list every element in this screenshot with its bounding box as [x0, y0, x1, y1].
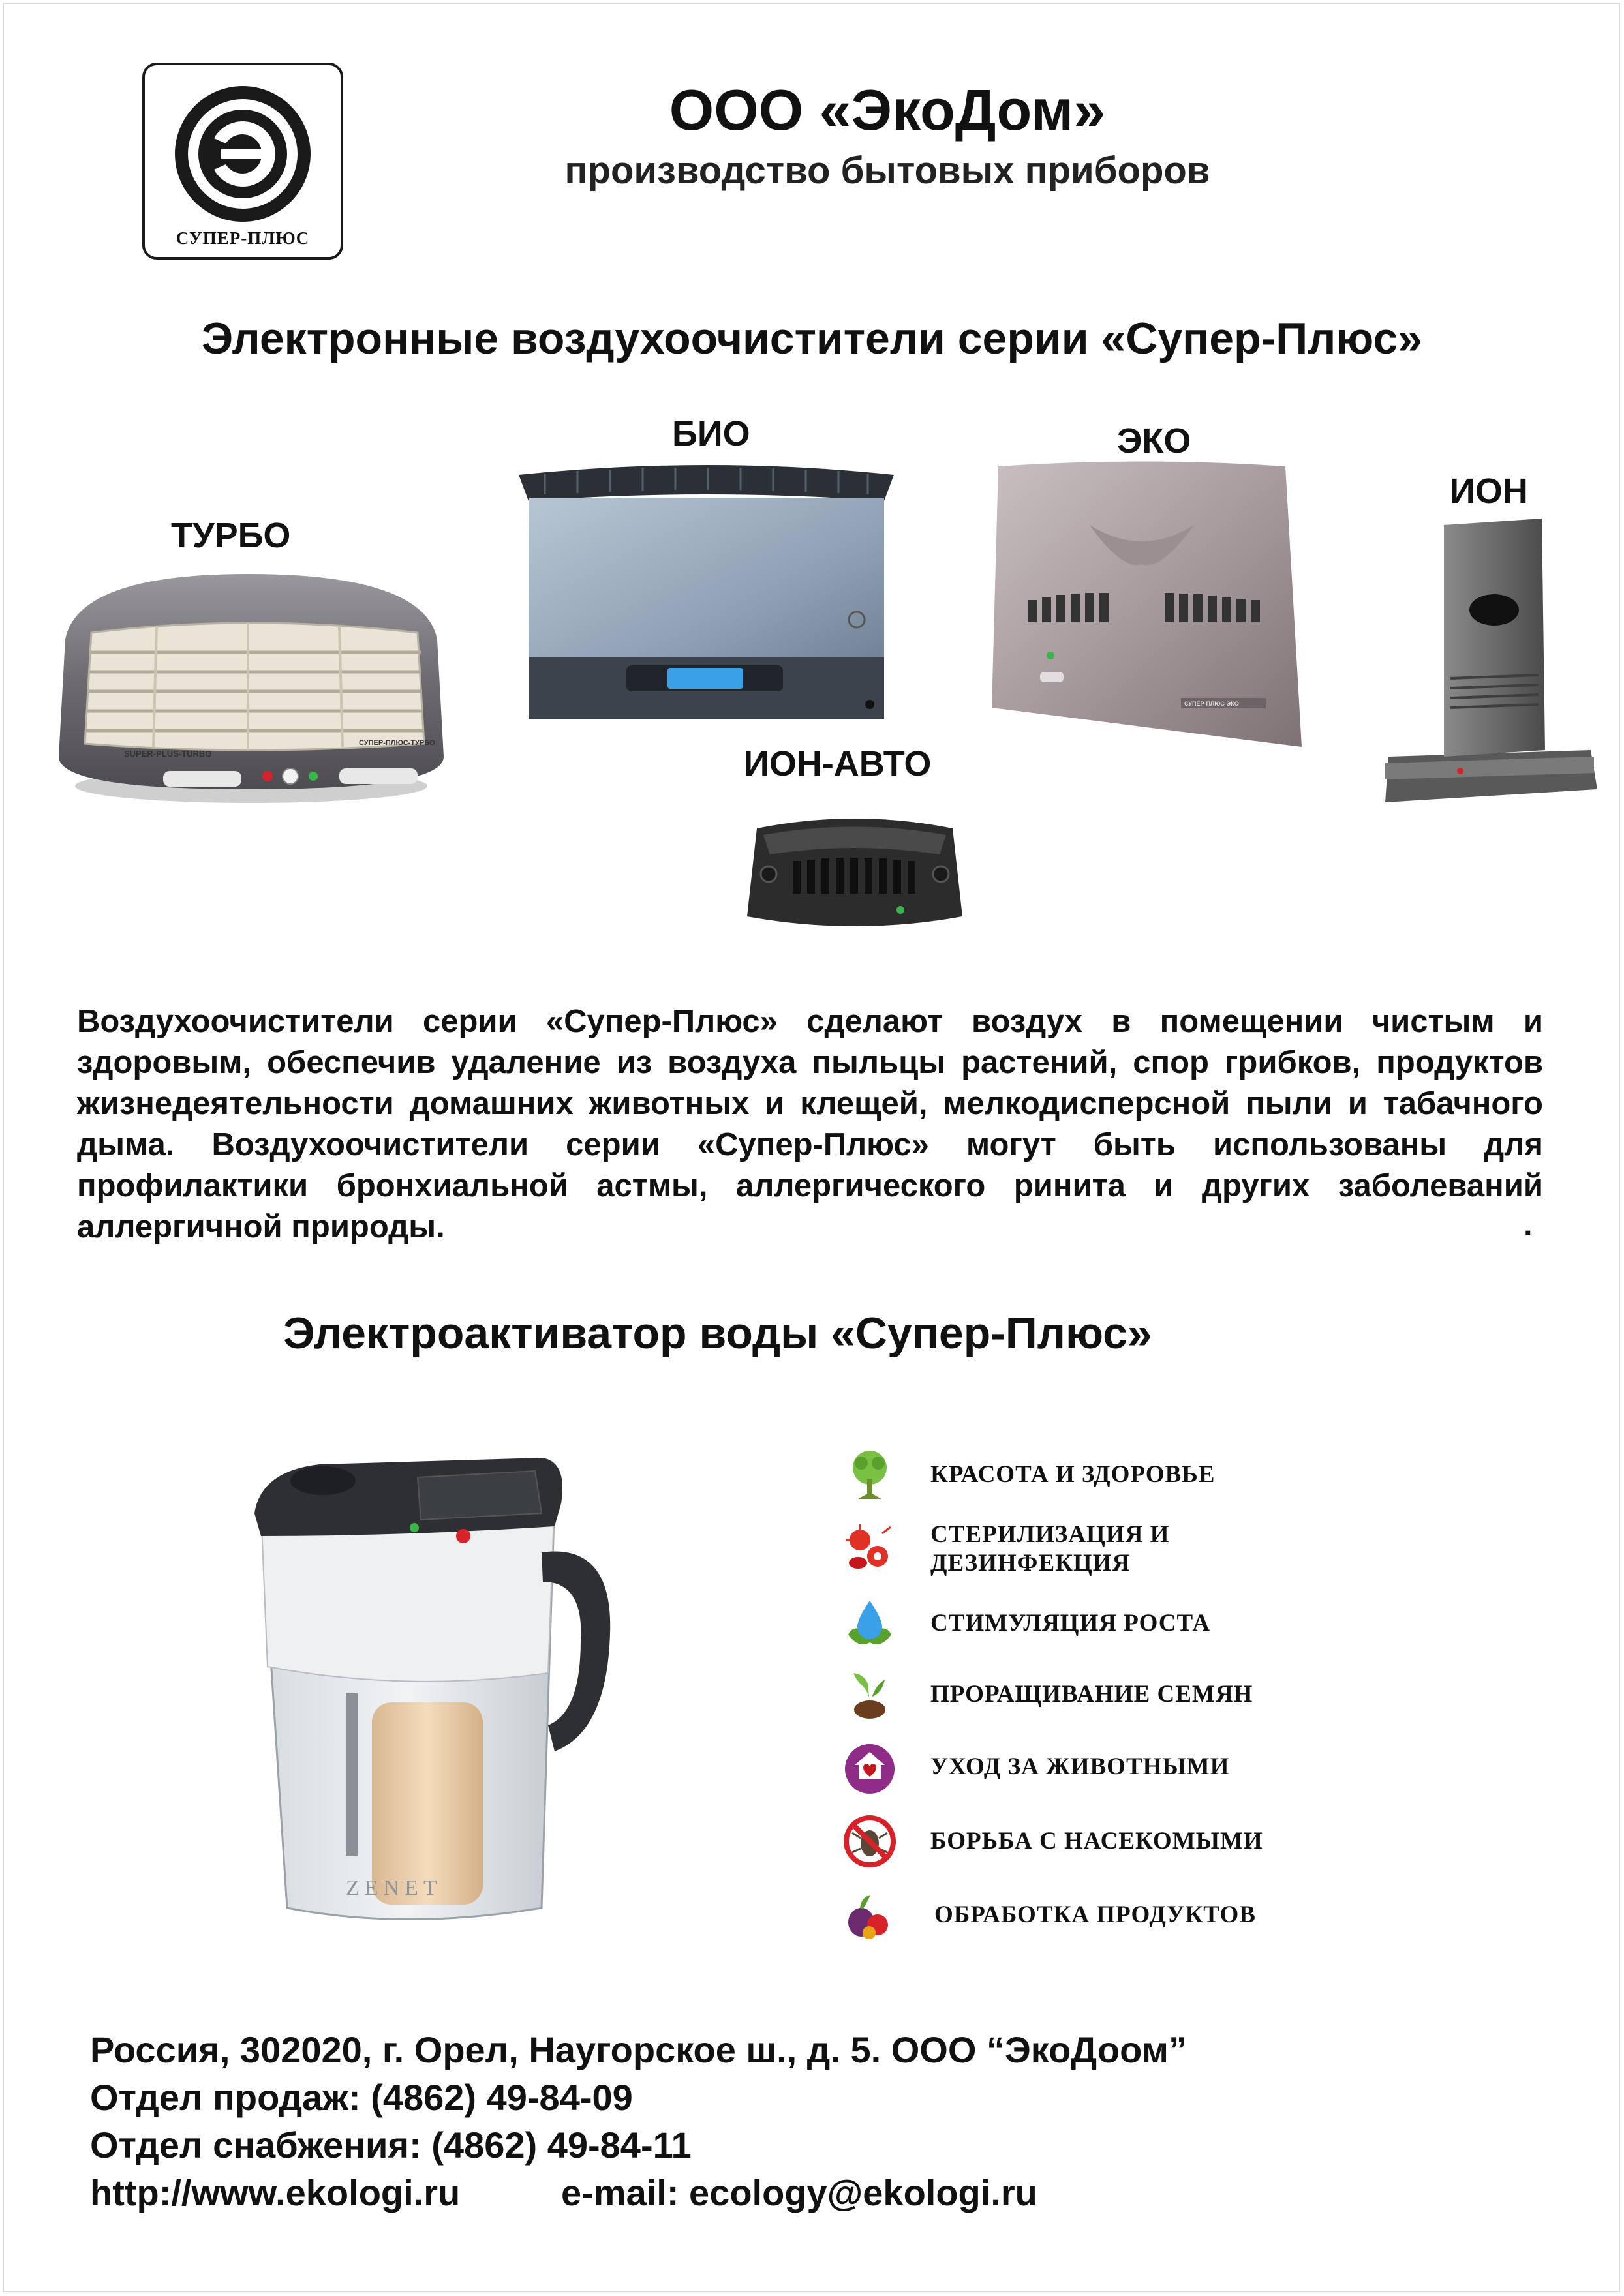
bio-purifier-image [519, 462, 894, 723]
bacteria-icon [842, 1520, 898, 1577]
pet-care-icon [842, 1739, 898, 1795]
logo-emblem-icon [168, 80, 317, 228]
description-trailing-dot: . [1524, 1207, 1533, 1243]
model-label-turbo: ТУРБО [171, 516, 291, 555]
fruits-vegetables-icon [842, 1887, 898, 1943]
feature-item [842, 1517, 1338, 1582]
water-activator-image [248, 1451, 626, 1934]
logo-text: СУПЕР-ПЛЮС [176, 228, 310, 248]
feature-label: КРАСОТА И ЗДОРОВЬЕ [930, 1461, 1216, 1488]
feature-item [842, 1739, 1338, 1795]
feature-item [842, 1667, 1338, 1723]
feature-item [842, 1595, 1338, 1652]
contact-address: Россия, 302020, г. Орел, Наугорское ш., д. 5. ООО “ЭкоДоом” [90, 2029, 1187, 2070]
company-name: ООО «ЭкоДом» [669, 78, 1106, 142]
sprouting-seed-icon [842, 1667, 898, 1723]
feature-label: УХОД ЗА ЖИВОТНЫМИ [930, 1753, 1230, 1780]
company-tagline: производство бытовых приборов [564, 149, 1210, 192]
contact-website[interactable]: http://www.ekologi.ru [90, 2172, 461, 2213]
model-label-eco: ЭКО [1117, 421, 1191, 461]
contact-sales-phone: Отдел продаж: (4862) 49-84-09 [90, 2077, 633, 2118]
feature-label: ПРОРАЩИВАНИЕ СЕМЯН [930, 1681, 1253, 1708]
model-label-bio: БИО [672, 414, 750, 453]
turbo-print-left: SUPER-PLUS-TURBO [124, 749, 212, 759]
feature-label: СТЕРИЛИЗАЦИЯ И ДЕЗИНФЕКЦИЯ [930, 1521, 1170, 1577]
no-insects-icon [842, 1813, 898, 1869]
turbo-purifier-image [52, 561, 450, 809]
feature-label: ОБРАБОТКА ПРОДУКТОВ [934, 1901, 1256, 1928]
feature-label: СТИМУЛЯЦИЯ РОСТА [930, 1610, 1211, 1637]
air-purifiers-heading: Электронные воздухоочистители серии «Супер-Плюс» [201, 314, 1423, 363]
water-drop-leaves-icon [842, 1595, 898, 1652]
company-logo [142, 63, 343, 260]
feature-item [842, 1447, 1338, 1503]
model-label-ion-auto: ИОН-АВТО [744, 744, 932, 783]
turbo-print-right: СУПЕР-ПЛЮС-ТУРБО [359, 739, 435, 747]
eco-print-plate: СУПЕР-ПЛЮС-ЭКО [1184, 701, 1239, 707]
jug-print: ZENET [346, 1876, 442, 1900]
ion-purifier-image [1382, 515, 1601, 809]
contact-email[interactable]: e-mail: ecology@ekologi.ru [561, 2172, 1037, 2213]
feature-item [842, 1813, 1338, 1869]
eco-purifier-image [979, 460, 1305, 753]
model-label-ion: ИОН [1450, 472, 1528, 511]
ion-auto-purifier-image [744, 802, 966, 946]
water-activator-heading: Электроактиватор воды «Супер-Плюс» [283, 1308, 1152, 1358]
feature-item [842, 1887, 1338, 1943]
tree-of-life-icon [842, 1447, 898, 1503]
contact-supply-phone: Отдел снабжения: (4862) 49-84-11 [90, 2124, 692, 2166]
feature-label: БОРЬБА С НАСЕКОМЫМИ [930, 1828, 1263, 1854]
air-purifiers-description: Воздухоочистители серии «Супер-Плюс» сделают воздух в помещении чистым и здоровым, обеспечив удаление из воздуха пыльцы растений, спор грибков, продуктов жизнедеятельности домашних животных и клещей, мелкодисперсной пыли и табачного дыма. Воздухоочистители серии «Супер-Плюс» могут быть использованы для профилактики бронхиальной астмы, аллергического ринита и других заболеваний аллергичной природы. [77, 1004, 1543, 1245]
